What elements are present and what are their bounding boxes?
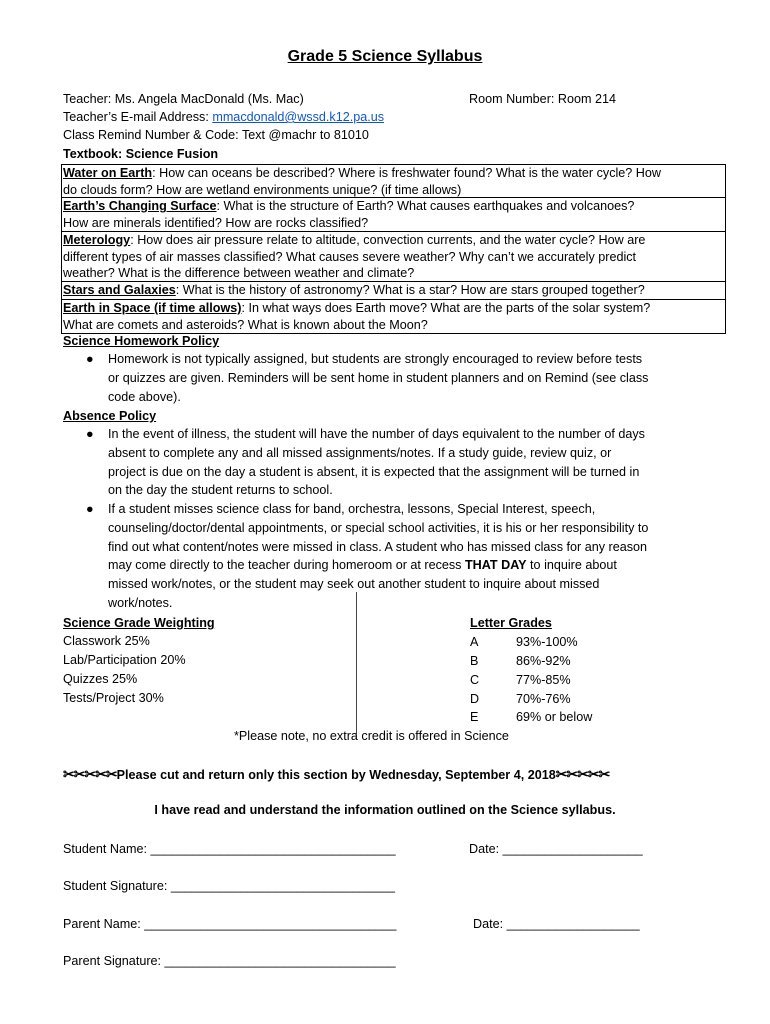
weighting-item: Quizzes 25% (63, 672, 138, 686)
scissors-icon: ✂✂✂✂✂ (63, 766, 117, 782)
unit-text: different types of air masses classified? What causes severe weather? Why can’t we accurately predict (63, 249, 637, 264)
text-fragment: to inquire about (526, 558, 617, 573)
text-line: work/notes. (108, 595, 173, 610)
teacher-line: Teacher: Ms. Angela MacDonald (Ms. Mac) (63, 92, 304, 106)
weighting-heading: Science Grade Weighting (63, 616, 215, 630)
text-line: If a student misses science class for band, orchestra, lessons, Special Interest, speech, (108, 502, 596, 516)
parent-date-field[interactable]: Date: ___________________ (473, 917, 640, 931)
weighting-item: Lab/Participation 20% (63, 653, 186, 667)
absence-text (108, 500, 708, 613)
unit-name: Water on Earth (63, 166, 153, 180)
unit-name: Stars and Galaxies (63, 283, 176, 297)
unit-text: How does air pressure relate to altitude, convection currents, and the water cycle? How are (137, 233, 646, 247)
email-link[interactable]: mmacdonald@wssd.k12.pa.us (212, 110, 385, 124)
grade-row (470, 708, 592, 727)
grade-letter: E (470, 710, 479, 724)
unit-name: Meterology (63, 233, 131, 247)
student-name-field[interactable]: Student Name: ___________________________________ (63, 842, 396, 856)
remind-line: Class Remind Number & Code: Text @machr to 81010 (63, 128, 369, 142)
unit-text: How are minerals identified? How are rocks classified? (63, 215, 369, 230)
text-line (108, 556, 708, 575)
grade-range: 77%-85% (516, 673, 571, 687)
student-date-field[interactable]: Date: ____________________ (469, 842, 643, 856)
grade-row (470, 633, 578, 652)
text-line: In the event of illness, the student will have the number of days equivalent to the number of days (108, 427, 645, 441)
homework-text (108, 350, 708, 406)
unit-text: What is the structure of Earth? What causes earthquakes and volcanoes? (223, 199, 635, 213)
homework-heading: Science Homework Policy (63, 334, 220, 348)
text-line: counseling/doctor/dental appointments, or special school activities, it is his or her responsibility to (108, 520, 649, 535)
text-line: or quizzes are given. Reminders will be sent home in student planners and on Remind (see class (108, 370, 649, 385)
text-line: project is due on the day a student is absent, it is expected that the assignment will be turned in (108, 464, 640, 479)
column-divider (356, 592, 357, 734)
page-title: Grade 5 Science Syllabus (287, 48, 483, 65)
cut-text: Please cut and return only this section by Wednesday, September 4, 2018 (116, 768, 556, 782)
grade-letter: A (470, 635, 479, 649)
text-line: absent to complete any and all missed assignments/notes. If a study guide, review quiz, or (108, 445, 612, 460)
unit-row (61, 164, 726, 198)
grade-range: 70%-76% (516, 692, 571, 706)
student-signature-field[interactable]: Student Signature: ________________________________ (63, 879, 395, 893)
scissors-icon: ✂✂✂✂✂ (555, 766, 610, 782)
unit-text: weather? What is the difference between weather and climate? (63, 266, 415, 280)
unit-text: In what ways does Earth move? What are the parts of the solar system? (248, 301, 651, 315)
unit-text: How can oceans be described? Where is freshwater found? What is the water cycle? How (159, 166, 662, 180)
that-day-emphasis: THAT DAY (464, 558, 527, 573)
grade-range: 93%-100% (516, 635, 578, 649)
grade-letter: D (470, 692, 480, 706)
text-line: code above). (108, 389, 181, 404)
text-fragment: may come directly to the teacher during homeroom or at recess (108, 558, 465, 573)
text-line: Homework is not typically assigned, but students are strongly encouraged to review before tests (108, 352, 643, 366)
bullet-icon: ● (86, 427, 94, 441)
unit-row (61, 198, 726, 232)
unit-name: Earth in Space (if time allows) (63, 301, 242, 315)
textbook-line: Textbook: Science Fusion (63, 147, 219, 161)
unit-sep: : (152, 166, 160, 180)
letter-grades-heading: Letter Grades (470, 616, 552, 630)
parent-signature-field[interactable]: Parent Signature: _________________________________ (63, 954, 396, 968)
text-line: find out what content/notes were missed in class. A student who has missed class for any reason (108, 539, 648, 554)
unit-text: do clouds form? How are wetland environments unique? (if time allows) (63, 182, 462, 197)
grade-letter: B (470, 654, 479, 668)
grade-row (470, 690, 571, 709)
unit-row (61, 300, 726, 334)
text-line: missed work/notes, or the student may seek out another student to inquire about missed (108, 577, 600, 592)
weighting-item: Classwork 25% (63, 634, 150, 648)
unit-row (61, 232, 726, 282)
bullet-icon: ● (86, 352, 94, 366)
unit-row (61, 282, 726, 300)
absence-heading: Absence Policy (63, 409, 157, 423)
cut-instructions (63, 766, 609, 783)
unit-sep: : (175, 283, 183, 297)
grade-range: 69% or below (516, 710, 593, 724)
room-number: Room Number: Room 214 (469, 92, 616, 106)
grade-range: 86%-92% (516, 654, 571, 668)
unit-text: What are comets and asteroids? What is known about the Moon? (63, 317, 428, 332)
unit-sep: : (216, 199, 224, 213)
parent-name-field[interactable]: Parent Name: ____________________________________ (63, 917, 397, 931)
acknowledgement: I have read and understand the information outlined on the Science syllabus. (154, 803, 616, 817)
grade-row (470, 652, 571, 671)
unit-sep: : (241, 301, 249, 315)
grade-row (470, 671, 571, 690)
bullet-icon: ● (86, 502, 94, 516)
unit-text: What is the history of astronomy? What is a star? How are stars grouped together? (182, 283, 645, 297)
grade-letter: C (470, 673, 480, 687)
unit-name: Earth’s Changing Surface (63, 199, 217, 213)
email-line (63, 109, 384, 125)
text-line: on the day the student returns to school. (108, 483, 333, 498)
weighting-item: Tests/Project 30% (63, 691, 164, 705)
email-label: Teacher’s E-mail Address: (63, 110, 213, 124)
absence-text (108, 425, 708, 500)
extra-credit-note: *Please note, no extra credit is offered in Science (234, 729, 509, 743)
unit-sep: : (130, 233, 138, 247)
